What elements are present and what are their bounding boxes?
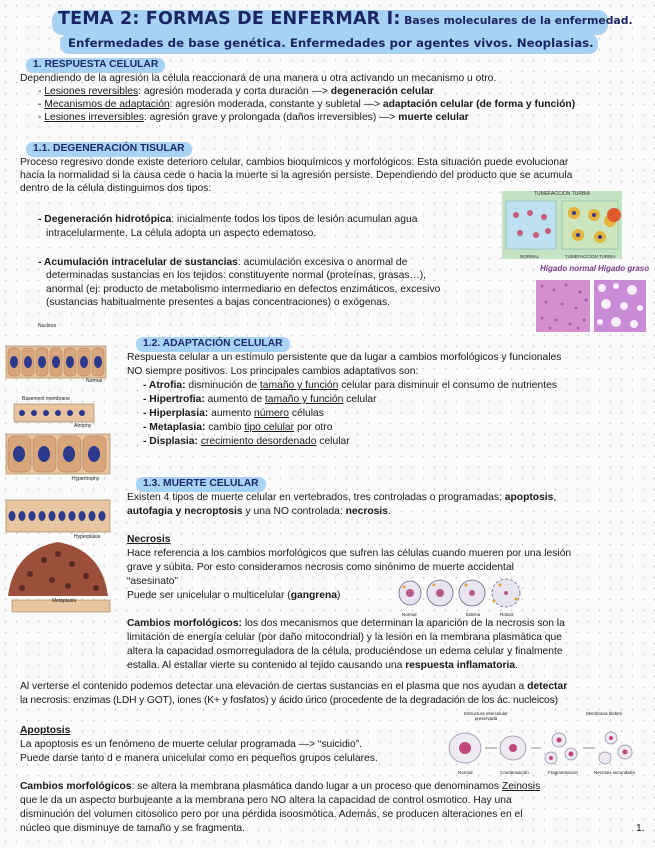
necrosis-cambios: estalla. Al estallar vierte su contenido al tejido causando una respuesta inflamatoria. (127, 660, 518, 671)
necrosis-title: Necrosis (127, 534, 171, 545)
adaptacion-item: - Metaplasia: cambio tipo celular por otro (143, 422, 333, 433)
adaptacion-item: - Hiperplasia: aumento número células (143, 408, 324, 419)
apo-fig-label: Condensación (500, 770, 529, 775)
degeneracion-text: dentro de la célula distinguimos dos tipos: (20, 183, 212, 194)
necrosis-figure (396, 575, 526, 615)
apo-fig-label: Necrosis secundaria (594, 770, 635, 775)
adaptacion-text: NO siempre positivos. Los principales cambios adaptativos son: (127, 366, 419, 377)
liver-normal-label: Higado normal (540, 264, 597, 273)
degeneracion-text: Proceso regresivo donde existe deterioro celular, cambios bioquímicos y morfológicos. Esta situación puede evolucionar (20, 157, 569, 168)
necrosis-text: “asesinato” (127, 576, 178, 587)
necrosis-cambios: limitación de energía celular (por daño mitocondrial) y la lesión en la membrana plasmática que (127, 632, 562, 643)
necrosis-illustration (396, 575, 526, 615)
acumulacion-line: (sustancias habitualmente presentes a bajas concentraciones) o exógenas. (46, 297, 391, 308)
necrosis-text: Hace referencia a los cambios morfológicos que sufren las células cuando mueren por una lesión (127, 548, 572, 559)
adaptacion-item: - Displasia: crecimiento desordenado celular (143, 436, 350, 447)
tumefaccion-title: TUMEFACCION TURBIA (534, 191, 591, 197)
respuesta-item: - Lesiones irreversibles: agresión grave y prolongada (daños irreversibles) —> muerte celular (38, 112, 469, 123)
liver-normal-texture (536, 280, 590, 332)
nec-fig-label: Edema (466, 612, 481, 617)
fig-label-metaplasia: Metaplasia (52, 598, 77, 604)
tumefaccion-label-right: TUMEFACCION TURBIA (565, 254, 616, 259)
adaptacion-item: - Atrofia: disminución de tamaño y función celular para disminuir el consumo de nutrientes (143, 380, 557, 391)
muerte-text: Existen 4 tipos de muerte celular en vertebrados, tres controladas o programadas: apoptosis, (127, 492, 557, 503)
tumefaccion-illustration (502, 191, 622, 259)
apo-fig-top: Estructura intercelular preservada (464, 711, 508, 721)
section-heading-adaptacion: 1.2. ADAPTACIÓN CELULAR (136, 337, 290, 352)
apoptosis-cambios: que le da un aspecto burbujeante a la membrana pero NO altera la capacidad de control osmotico. Hay una (20, 795, 512, 806)
section-heading-muerte: 1.3. MUERTE CELULAR (136, 477, 266, 492)
fig-label-hypertrophy: Hypertrophy (72, 476, 100, 482)
fig-label-hyperplasia: Hyperplasia (74, 534, 101, 540)
adaptacion-item: - Hipertrofia: aumento de tamaño y función celular (143, 394, 377, 405)
tumefaccion-label-left: NORMAL (520, 254, 540, 259)
liver-fatty-label: Higado graso (598, 264, 650, 273)
adaptation-figure (0, 324, 118, 614)
page-title (52, 9, 633, 35)
degeneracion-text: hacia la normalidad si la causa cede o hacia la muerte si la agresión persiste. Dependiendo del producto que se acumula (20, 170, 573, 181)
title-sub: Bases moleculares de la enfermedad. (404, 14, 633, 27)
necrosis-text: Puede ser unicelular o multicelular (gangrena) (127, 590, 341, 601)
necrosis-cambios: altera la capacidad osmorreguladora de la célula, produciéndose un edema celular y finalmente (127, 646, 563, 657)
fig-label-basement: Basement membrane (22, 396, 70, 402)
apoptosis-cambios: núcleo que disminuye de tamaño y se fragmenta. (20, 823, 245, 834)
fig-label-normal: Normal (86, 378, 103, 384)
apo-fig-label: Fragmentación (548, 770, 579, 775)
muerte-text: autofagia y necroptosis y una NO controlada: necrosis. (127, 506, 391, 517)
title-main: TEMA 2: FORMAS DE ENFERMAR I: (58, 9, 401, 29)
apoptosis-cambios: disminución del volumen citosolico pero por una pérdida isoosmótica. Además, se producen alteraciones en el (20, 809, 523, 820)
page-subtitle: Enfermedades de base genética. Enfermedades por agentes vivos. Neoplasias. (60, 34, 598, 54)
necrosis-cambios: Cambios morfológicos: los dos mecanismos que determinan la aparición de la necrosis son la (127, 618, 565, 629)
acumulacion-line: - Acumulación intracelular de sustancias: acumulación excesiva o anormal de (38, 257, 408, 268)
apoptosis-text: Puede darse tanto d e manera unicelular como en pequeños grupos celulares. (20, 753, 378, 764)
section-heading-respuesta: 1. RESPUESTA CELULAR (26, 58, 165, 73)
acumulacion-line: determinadas sustancias en los tejidos: constituyente normal (proteínas, grasas…), (46, 270, 427, 281)
section-heading-degeneracion: 1.1. DEGENERACIÓN TISULAR (26, 142, 192, 157)
apo-fig-label: Normal (458, 770, 473, 775)
liver-fatty-texture (594, 280, 646, 332)
apoptosis-figure (443, 714, 645, 778)
fig-label-nucleus: Nucleus (38, 323, 57, 329)
page-number: 1. (636, 823, 645, 834)
adaptacion-text: Respuesta celular a un estímulo persistente que da lugar a cambios morfológicos y funcionales (127, 352, 562, 363)
apoptosis-illustration (443, 714, 645, 778)
respuesta-intro: Dependiendo de la agresión la célula reaccionará de una manera u otra activando un mecanismo u otro. (20, 73, 497, 84)
deteccion-text: Al verterse el contenido podemos detectar una elevación de ciertas sustancias en el plasma que nos ayudan a detectar (20, 681, 568, 692)
apoptosis-cambios: Cambios morfológicos: se altera la membrana plasmática dando lugar a un proceso que denominamos Zeinosis (20, 781, 541, 792)
nec-fig-label: Rotura (500, 612, 514, 617)
respuesta-item: - Mecanismos de adaptación: agresión moderada, constante y subletal —> adaptación celular (de forma y función) (38, 99, 576, 110)
hidrotopica-line: intracelularmente. La célula adopta un aspecto edematoso. (46, 228, 317, 239)
deteccion-text: la necrosis: enzimas (LDH y GOT), iones (K+ y fosfatos) y ácido úrico (procedente de la degradación de los ác. nucleicos) (20, 695, 558, 706)
apoptosis-text: La apoptosis es un fenómeno de muerte celular programada —> “suicidio”. (20, 739, 362, 750)
adaptation-illustration (0, 324, 118, 614)
liver-normal-image (536, 280, 590, 332)
respuesta-item: - Lesiones reversibles: agresión moderada y corta duración —> degeneración celular (38, 86, 434, 97)
acumulacion-line: anormal (ej: producto de metabolismo intermediario en defectos enzimáticos, excesivo (46, 284, 441, 295)
apo-fig-top: Membrana blebes (586, 711, 623, 716)
tumefaccion-figure (502, 191, 622, 259)
hidrotopica-line: - Degeneración hidrotópica: inicialmente todos los tipos de lesión acumulan agua (38, 214, 418, 225)
liver-fatty-image (594, 280, 646, 332)
nec-fig-label: Normal (402, 612, 417, 617)
fig-label-atrophy: Atrophy (74, 423, 92, 429)
necrosis-text: grave y súbita. Por esto consideramos necrosis como sinónimo de muerte accidental (127, 562, 514, 573)
apoptosis-title: Apoptosis (20, 725, 71, 736)
